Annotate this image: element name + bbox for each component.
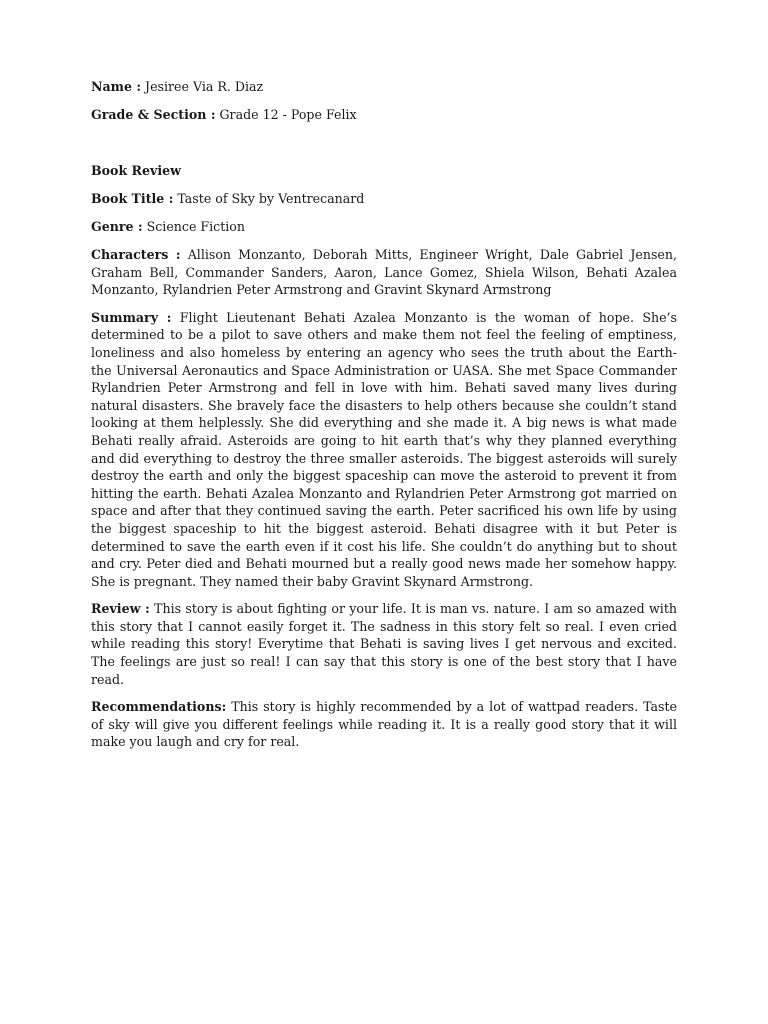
document-body bbox=[91, 78, 677, 751]
genre-label: Genre : bbox=[91, 219, 143, 234]
recommendations-value: This story is highly recommended by a lot of wattpad readers. Taste of sky will give you different feelings while reading it. It is a really good story that it will make you laugh and cry for real. bbox=[91, 699, 677, 750]
characters-label: Characters : bbox=[91, 247, 181, 262]
book-title-line bbox=[91, 190, 677, 208]
review-label: Review : bbox=[91, 601, 150, 617]
grade-label: Grade & Section : bbox=[91, 107, 216, 122]
recommendations-paragraph bbox=[91, 698, 677, 751]
summary-value: Flight Lieutenant Behati Azalea Monzanto is the woman of hope. She’s determined to be a pilot to save others and make them not feel the feeling of emptiness, loneliness and also homeless by entering an agency who sees the truth about the Earth- the Universal Aeronautics and Space Administration or UASA. She met Space Commander Rylandrien Peter Armstrong and fell in love with him. Behati saved many lives during natural disasters. She bravely face the disasters to help others because she couldn’t stand looking at them helplessly. She did everything and she made it. A big news is what made Behati really afraid. Asteroids are going to hit earth that’s why they planned everything and did everything to destroy the three smaller asteroids. The biggest asteroids will surely destroy the earth and only the biggest spaceship can move the asteroid to prevent it from hitting the earth. Behati Azalea Monzanto and Rylandrien Peter Armstrong got married on space and after that they continued saving the earth. Peter sacrificed his own life by using the biggest spaceship to hit the biggest asteroid. Behati disagree with it but Peter is determined to save the earth even if it cost his life. She couldn’t do anything but to shout and cry. Peter died and Behati mourned but a really good news made her somehow happy. She is pregnant. They named their baby Gravint Skynard Armstrong. bbox=[91, 309, 677, 589]
book-review-heading-text: Book Review bbox=[91, 163, 181, 178]
review-paragraph bbox=[91, 600, 677, 688]
name-line bbox=[91, 78, 677, 96]
book-title-label: Book Title : bbox=[91, 191, 174, 206]
characters-value: Allison Monzanto, Deborah Mitts, Engineer Wright, Dale Gabriel Jensen, Graham Bell, Commander Sanders, Aaron, Lance Gomez, Shiela Wilson, Behati Azalea Monzanto, Rylandrien Peter Armstrong and Gravint Skynard Armstrong bbox=[91, 247, 677, 298]
grade-section-line bbox=[91, 106, 677, 124]
book-review-heading bbox=[91, 162, 677, 180]
genre-value: Science Fiction bbox=[142, 219, 245, 234]
grade-value: Grade 12 - Pope Felix bbox=[215, 107, 357, 122]
summary-paragraph bbox=[91, 309, 677, 591]
genre-line bbox=[91, 218, 677, 236]
recommendations-label: Recommendations: bbox=[91, 699, 227, 715]
name-value: Jesiree Via R. Diaz bbox=[141, 79, 264, 94]
name-label: Name : bbox=[91, 79, 142, 94]
characters-paragraph bbox=[91, 246, 677, 299]
book-title-value: Taste of Sky by Ventrecanard bbox=[173, 191, 365, 206]
summary-label: Summary : bbox=[91, 309, 172, 325]
review-value: This story is about fighting or your life. It is man vs. nature. I am so amazed with this story that I cannot easily forget it. The sadness in this story felt so real. I even cried while reading this story! Everytime that Behati is saving lives I get nervous and excited. The feelings are just so real! I can say that this story is one of the best story that I have read. bbox=[91, 601, 678, 687]
